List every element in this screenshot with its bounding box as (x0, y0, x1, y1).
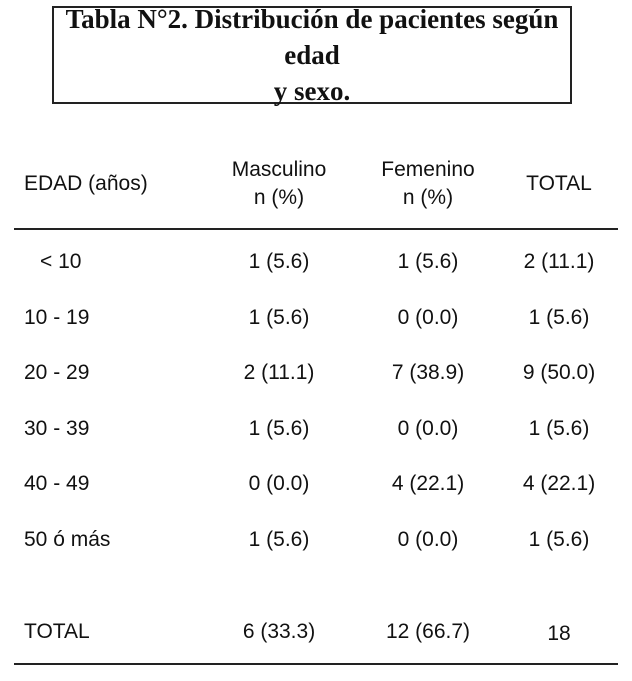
table-title-line-1: Tabla N°2. Distribución de pacientes según edad (65, 4, 559, 70)
row-femenino: 0 (0.0) (397, 417, 459, 440)
total-row-total: 18 (547, 622, 571, 645)
row-total: 2 (11.1) (523, 250, 595, 273)
header-masculino (194, 156, 364, 212)
total-row-femenino: 12 (66.7) (385, 620, 471, 643)
row-masculino: 1 (5.6) (248, 528, 310, 551)
header-masculino-unit: n (%) (253, 186, 305, 209)
row-total: 1 (5.6) (528, 528, 590, 551)
row-femenino: 7 (38.9) (391, 361, 465, 384)
total-row-label: TOTAL (24, 620, 90, 643)
header-total: TOTAL (526, 172, 592, 195)
header-rule (14, 228, 618, 230)
row-total: 1 (5.6) (528, 306, 590, 329)
row-femenino: 4 (22.1) (391, 472, 465, 495)
row-edad: 40 - 49 (24, 472, 90, 495)
row-edad: 30 - 39 (24, 417, 90, 440)
header-masculino-label: Masculino (231, 158, 327, 181)
total-row-masculino: 6 (33.3) (242, 620, 316, 643)
table-title (52, 6, 572, 104)
header-femenino (348, 156, 508, 212)
table-title-line-2: y sexo. (273, 76, 351, 106)
header-femenino-label: Femenino (381, 158, 475, 181)
row-total: 1 (5.6) (528, 417, 590, 440)
row-edad: 10 - 19 (24, 306, 90, 329)
row-edad: 20 - 29 (24, 361, 90, 384)
row-total: 9 (50.0) (522, 361, 596, 384)
row-masculino: 1 (5.6) (248, 306, 310, 329)
bottom-rule (14, 663, 618, 665)
row-masculino: 1 (5.6) (248, 250, 310, 273)
header-femenino-unit: n (%) (402, 186, 454, 209)
row-edad: < 10 (40, 250, 82, 273)
row-masculino: 2 (11.1) (243, 361, 315, 384)
row-femenino: 0 (0.0) (397, 528, 459, 551)
row-total: 4 (22.1) (522, 472, 596, 495)
row-edad: 50 ó más (24, 528, 111, 551)
row-femenino: 0 (0.0) (397, 306, 459, 329)
row-masculino: 1 (5.6) (248, 417, 310, 440)
header-edad: EDAD (años) (24, 172, 148, 195)
row-masculino: 0 (0.0) (248, 472, 310, 495)
row-femenino: 1 (5.6) (397, 250, 459, 273)
